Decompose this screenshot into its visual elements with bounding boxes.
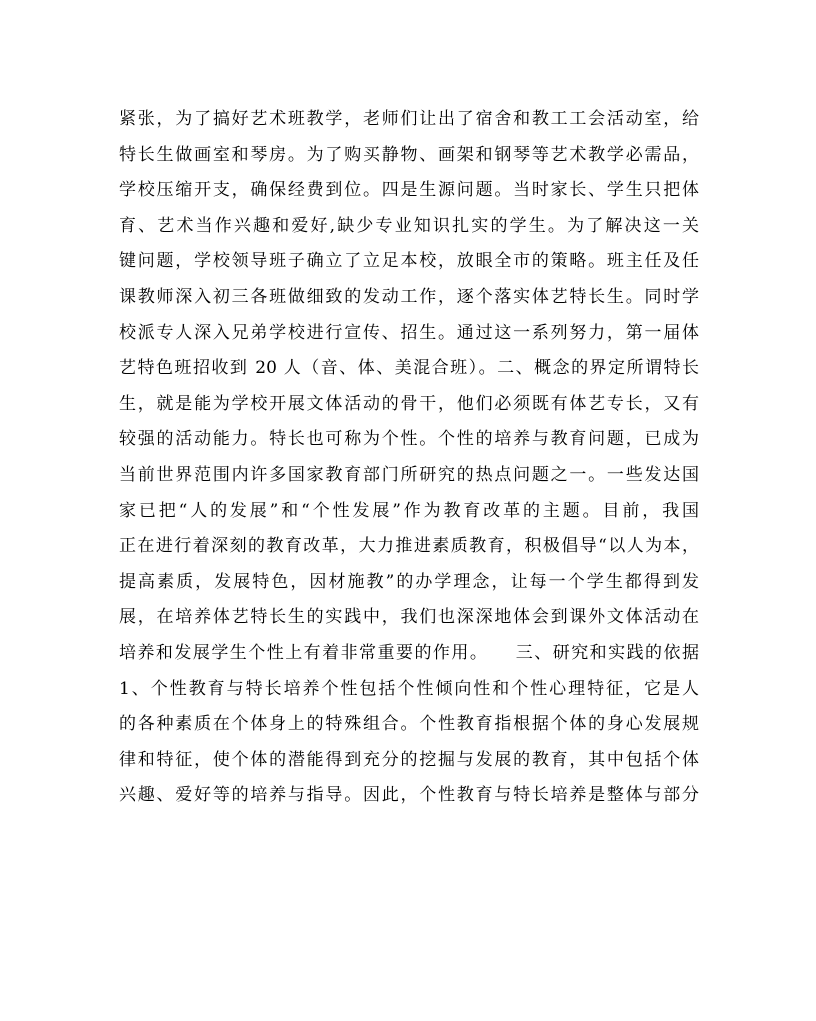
text-line: 1、个性教育与特长培养个性包括个性倾向性和个性心理特征，它是人	[119, 678, 699, 699]
text-line: 家已把“人的发展”和“个性发展”作为教育改革的主题。目前，我国	[119, 500, 699, 521]
text-line: 校派专人深入兄弟学校进行宣传、招生。通过这一系列努力，第一届体	[119, 322, 699, 343]
text-line: 育、艺术当作兴趣和爱好,缺少专业知识扎实的学生。为了解决这一关	[119, 215, 699, 236]
text-line: 艺特色班招收到 20 人（音、体、美混合班）。二、概念的界定所谓特长	[119, 358, 699, 379]
text-line: 律和特征，使个体的潜能得到充分的挖掘与发展的教育，其中包括个体	[119, 749, 699, 770]
text-line: 的各种素质在个体身上的特殊组合。个性教育指根据个体的身心发展规	[119, 714, 699, 735]
body-text	[119, 102, 699, 814]
text-line: 兴趣、爱好等的培养与指导。因此，个性教育与特长培养是整体与部分	[119, 785, 699, 806]
text-line: 正在进行着深刻的教育改革，大力推进素质教育，积极倡导“以人为本，	[119, 536, 699, 557]
text-line: 课教师深入初三各班做细致的发动工作，逐个落实体艺特长生。同时学	[119, 286, 699, 307]
text-line: 键问题，学校领导班子确立了立足本校，放眼全市的策略。班主任及任	[119, 251, 699, 272]
text-line: 学校压缩开支，确保经费到位。四是生源问题。当时家长、学生只把体	[119, 180, 699, 201]
text-line: 培养和发展学生个性上有着非常重要的作用。 三、研究和实践的依据	[119, 642, 699, 663]
text-line: 特长生做画室和琴房。为了购买静物、画架和钢琴等艺术教学必需品，	[119, 144, 699, 165]
text-line: 展，在培养体艺特长生的实践中，我们也深深地体会到课外文体活动在	[119, 607, 699, 628]
text-line: 较强的活动能力。特长也可称为个性。个性的培养与教育问题，已成为	[119, 429, 699, 450]
text-line: 紧张，为了搞好艺术班教学，老师们让出了宿舍和教工工会活动室，给	[119, 109, 699, 129]
text-line: 当前世界范围内许多国家教育部门所研究的热点问题之一。一些发达国	[119, 464, 699, 485]
text-line: 提高素质，发展特色，因材施教”的办学理念，让每一个学生都得到发	[119, 571, 699, 592]
text-line: 生，就是能为学校开展文体活动的骨干，他们必须既有体艺专长，又有	[119, 393, 699, 414]
